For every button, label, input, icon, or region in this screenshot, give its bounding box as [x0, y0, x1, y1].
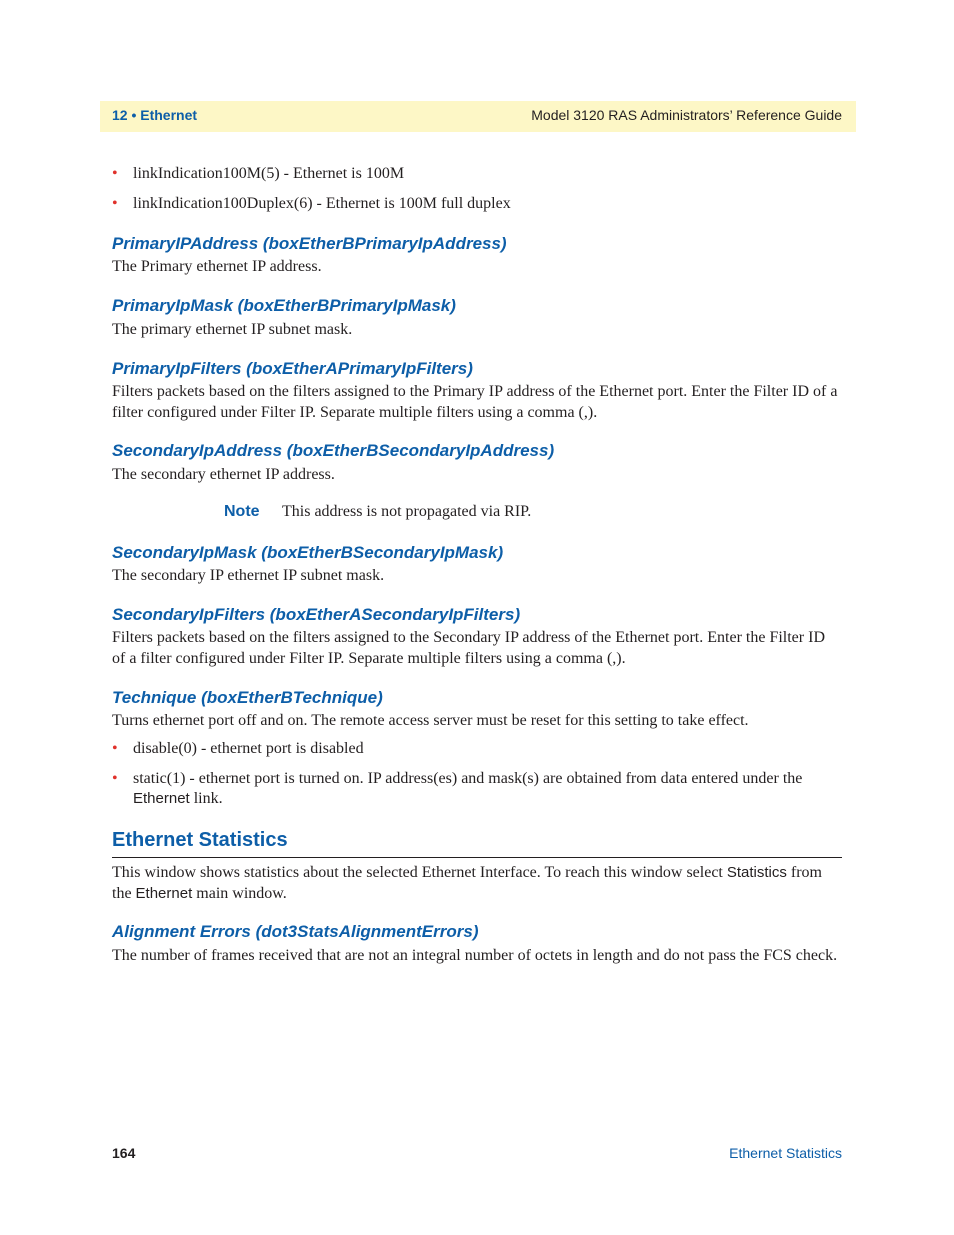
ui-reference: Statistics [726, 864, 787, 881]
section-text: Filters packets based on the filters assigned to the Secondary IP address of the Ethernet port. Enter the Filter ID of a filter configured under Filter IP. Separate multiple filters using a comma (,). [112, 629, 825, 667]
section-text: Filters packets based on the filters assigned to the Primary IP address of the Ethernet port. Enter the Filter ID of a filter configured under Filter IP. Separate multiple filters using a comma (,). [112, 383, 838, 421]
guide-title: Model 3120 RAS Administrators’ Reference Guide [531, 107, 842, 123]
bullet-icon: • [112, 195, 118, 212]
section-text: The Primary ethernet IP address. [112, 258, 322, 275]
section-heading: SecondaryIpMask (boxEtherBSecondaryIpMask) [112, 543, 504, 562]
bullet-icon: • [112, 165, 118, 182]
section-heading: SecondaryIpAddress (boxEtherBSecondaryIpAddress) [112, 441, 555, 460]
note-label: Note [224, 503, 260, 520]
ui-reference: Ethernet [135, 885, 193, 902]
note-text: This address is not propagated via RIP. [282, 503, 532, 520]
chapter-section-title: Ethernet Statistics [112, 829, 288, 851]
ui-reference: Ethernet [133, 790, 190, 807]
bullet-icon: • [112, 770, 118, 787]
section-text: The number of frames received that are not an integral number of octets in length and do not pass the FCS check. [112, 947, 838, 964]
bullet-icon: • [112, 740, 118, 757]
section-heading: PrimaryIpFilters (boxEtherAPrimaryIpFilters) [112, 359, 473, 378]
section-text: The primary ethernet IP subnet mask. [112, 321, 353, 338]
section-heading: Technique (boxEtherBTechnique) [112, 688, 383, 707]
heading-rule [112, 857, 842, 858]
section-text: The secondary ethernet IP address. [112, 466, 335, 483]
section-text: This window shows statistics about the selected Ethernet Interface. To reach this window select Statistics from the Ethernet main window. [112, 864, 822, 902]
footer-section-name: Ethernet Statistics [729, 1145, 842, 1161]
page-number: 164 [112, 1145, 136, 1161]
section-heading: PrimaryIPAddress (boxEtherBPrimaryIpAddress) [112, 234, 507, 253]
section-heading: SecondaryIpFilters (boxEtherASecondaryIpFilters) [112, 605, 521, 624]
section-text: The secondary IP ethernet IP subnet mask. [112, 567, 385, 584]
running-header [100, 101, 856, 132]
section-heading: PrimaryIpMask (boxEtherBPrimaryIpMask) [112, 296, 456, 315]
section-text: Turns ethernet port off and on. The remote access server must be reset for this setting to take effect. [112, 712, 749, 729]
chapter-label: 12 • Ethernet [112, 107, 198, 123]
section-heading: Alignment Errors (dot3StatsAlignmentErrors) [112, 922, 479, 941]
